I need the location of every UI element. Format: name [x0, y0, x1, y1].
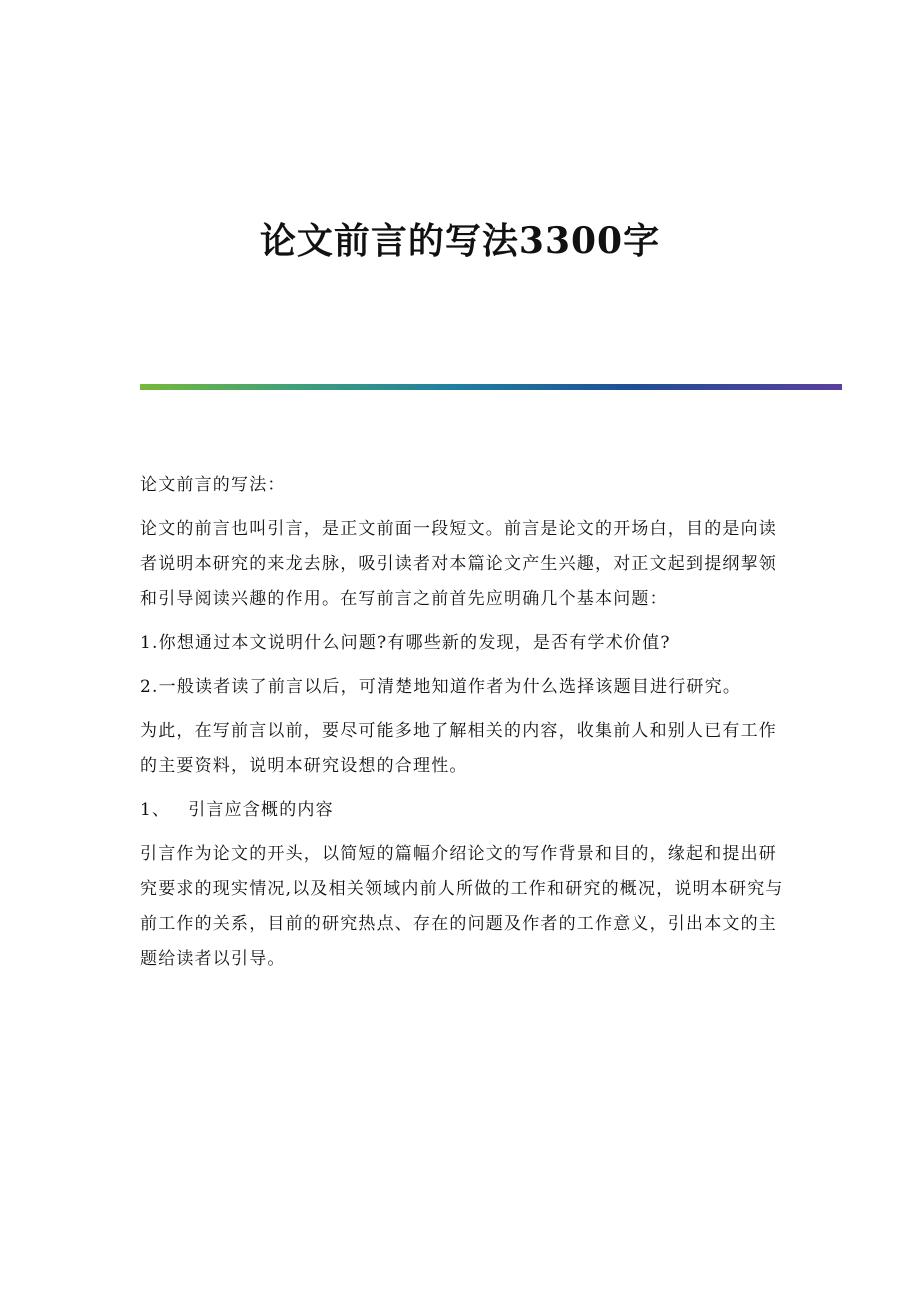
section-content-paragraph: 引言作为论文的开头，以简短的篇幅介绍论文的写作背景和目的，缘起和提出研究要求的现实情况,以及相关领域内前人所做的工作和研究的概况，说明本研究与前工作的关系，目前的研究热点、存在的问题及作者的工作意义，引出本文的主题给读者以引导。 [140, 844, 784, 969]
document-body [140, 468, 790, 986]
section-heading [140, 793, 790, 828]
title-divider-rule [140, 384, 842, 390]
preparation-paragraph: 为此，在写前言以前，要尽可能多地了解相关的内容，收集前人和别人已有工作的主要资料，说明本研究设想的合理性。 [140, 721, 777, 776]
intro-label-paragraph: 论文前言的写法： [140, 475, 286, 495]
question-one-paragraph: 1.你想通过本文说明什么问题?有哪些新的发现，是否有学术价值? [140, 633, 671, 653]
question-two-paragraph: 2.一般读者读了前言以后，可清楚地知道作者为什么选择该题目进行研究。 [140, 677, 742, 697]
section-heading-text: 引言应含概的内容 [188, 800, 334, 820]
document-title: 论文前言的写法3300字 [259, 220, 661, 262]
section-heading-number: 1、 [140, 800, 171, 820]
definition-paragraph: 论文的前言也叫引言，是正文前面一段短文。前言是论文的开场白，目的是向读者说明本研究的来龙去脉，吸引读者对本篇论文产生兴趣，对正文起到提纲挈领和引导阅读兴趣的作用。在写前言之前首先应明确几个基本问题： [140, 519, 777, 609]
